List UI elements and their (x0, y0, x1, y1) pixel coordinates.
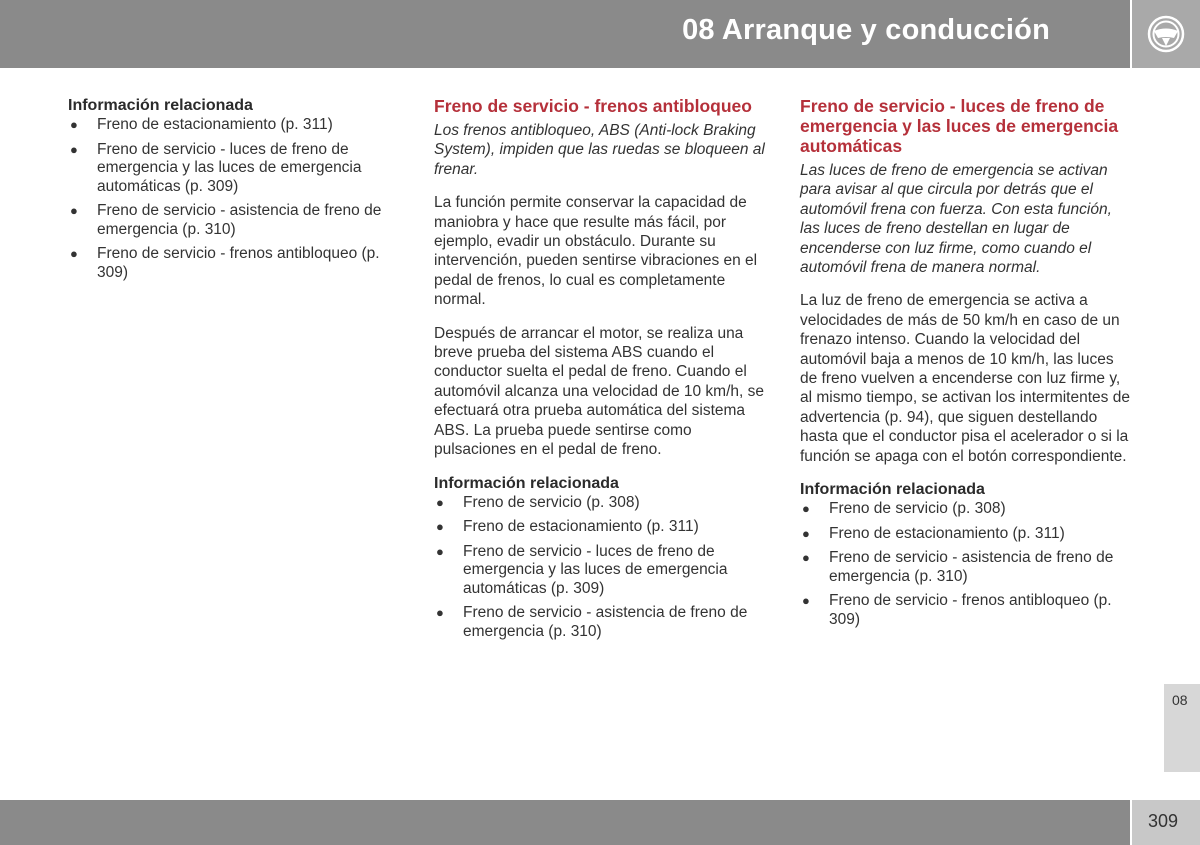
bullet-icon: ● (436, 543, 444, 559)
related-item[interactable]: ● Freno de servicio (p. 308) (436, 493, 640, 511)
column-2 (434, 96, 766, 647)
related-item[interactable]: ● Freno de servicio (p. 308) (802, 500, 1006, 518)
body-paragraph: La luz de freno de emergencia se activa a velocidades de más de 50 km/h en caso de un frenazo intenso. Cuando la velocidad del automóvil baja a menos de 10 km/h, las luces de freno vuelven a encenderse con luz firme y, al mismo tiempo, se activan los intermitentes de advertencia (p. 94), que siguen destellando hasta que el conductor pisa el acelerador o si la función se apaga con el botón correspondiente. (800, 292, 1130, 465)
bullet-icon: ● (802, 550, 810, 566)
body-paragraph: Después de arrancar el motor, se realiza una breve prueba del sistema ABS cuando el conductor suelta el pedal de freno. Cuando el automóvil alcanza una velocidad de 10 km/h, se efectuará otra prueba automática del sistema ABS. La prueba puede sentirse como pulsaciones en el pedal de freno. (434, 324, 765, 459)
page-number: 309 (1148, 811, 1179, 831)
bullet-icon: ● (802, 501, 810, 517)
bullet-icon: ● (70, 141, 78, 157)
bullet-icon: ● (70, 246, 78, 261)
column-3 (800, 96, 1132, 635)
bullet-icon: ● (436, 519, 444, 534)
chapter-side-tab-label: 08 (1172, 692, 1188, 708)
related-item[interactable]: ● Freno de estacionamiento (p. 311) (802, 524, 1065, 542)
related-info-title: Información relacionada (434, 474, 619, 492)
bullet-icon: ● (436, 494, 444, 510)
chapter-title: 08 Arranque y conducción (682, 14, 1050, 46)
related-list (68, 116, 400, 282)
section-title: Freno de servicio - frenos antibloqueo (434, 96, 752, 116)
bullet-icon: ● (802, 593, 810, 609)
related-item[interactable]: ● Freno de servicio - asistencia de freno de emergencia (p. 310) (802, 549, 1114, 585)
page-footer (0, 800, 1130, 845)
related-item[interactable]: ● Freno de estacionamiento (p. 311) (70, 116, 333, 133)
related-item[interactable]: ● Freno de servicio - luces de freno de emergencia y las luces de emergencia automáticas (p. 309) (70, 140, 362, 195)
section-title: Freno de servicio - luces de freno de emergencia y las luces de emergencia automáticas (800, 96, 1119, 156)
bullet-icon: ● (70, 203, 78, 218)
bullet-icon: ● (802, 525, 810, 541)
related-info-title: Información relacionada (800, 481, 985, 499)
related-list (800, 500, 1132, 629)
related-item[interactable]: ● Freno de servicio - frenos antibloqueo (p. 309) (802, 592, 1112, 628)
body-paragraph: La función permite conservar la capacidad de maniobra y hace que resulte más fácil, por ejemplo, evadir un obstáculo. Durante su intervención, pueden sentirse vibraciones en el pedal de frenos, lo cual es completamente normal. (434, 194, 758, 309)
related-info-title: Información relacionada (68, 97, 253, 114)
related-item[interactable]: ● Freno de servicio - luces de freno de emergencia y las luces de emergencia automáticas (p. 309) (436, 542, 728, 597)
related-item[interactable]: ● Freno de estacionamiento (p. 311) (436, 518, 699, 535)
steering-wheel-icon (1147, 15, 1185, 53)
bullet-icon: ● (436, 605, 444, 620)
related-item[interactable]: ● Freno de servicio - asistencia de freno de emergencia (p. 310) (436, 604, 748, 640)
section-intro: Las luces de freno de emergencia se activan para avisar al que circula por detrás que el automóvil frena con fuerza. Con esta función, las luces de freno destellan en lugar de encenderse con luz firme, como cuando el automóvil frena de manera normal. (800, 162, 1112, 277)
related-item[interactable]: ● Freno de servicio - asistencia de freno de emergencia (p. 310) (70, 202, 382, 238)
column-1 (68, 96, 400, 288)
bullet-icon: ● (70, 117, 78, 132)
section-intro: Los frenos antibloqueo, ABS (Anti-lock Braking System), impiden que las ruedas se bloqueen al frenar. (434, 122, 765, 178)
chapter-header (0, 0, 1130, 68)
chapter-icon-box (1132, 0, 1200, 68)
related-list (434, 494, 766, 642)
related-item[interactable]: ● Freno de servicio - frenos antibloqueo (p. 309) (70, 245, 380, 281)
